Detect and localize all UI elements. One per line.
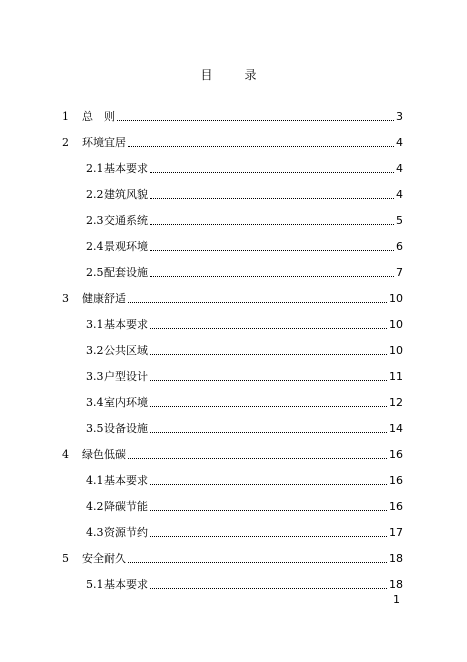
toc-entry[interactable] bbox=[62, 108, 403, 124]
toc-entry-page: 3 bbox=[396, 110, 403, 123]
toc-entry-page: 6 bbox=[396, 240, 403, 253]
toc-dot-leader bbox=[150, 510, 387, 511]
toc-entry-number: 5 bbox=[62, 552, 69, 565]
toc-entry-label: 景观环境 bbox=[104, 240, 148, 253]
toc-entry-label: 基本要求 bbox=[104, 474, 148, 487]
toc-dot-leader bbox=[128, 458, 387, 459]
toc-entry-number: 3.3 bbox=[86, 370, 104, 383]
toc-entry[interactable] bbox=[86, 394, 403, 410]
toc-title: 目 录 bbox=[200, 68, 267, 82]
toc-dot-leader bbox=[150, 198, 394, 199]
toc-entry-page: 16 bbox=[389, 474, 403, 487]
toc-dot-leader bbox=[128, 562, 387, 563]
toc-entry-page: 4 bbox=[396, 136, 403, 149]
toc-entry-page: 10 bbox=[389, 318, 403, 331]
toc-entry-page: 4 bbox=[396, 162, 403, 175]
toc-entry[interactable] bbox=[86, 368, 403, 384]
toc-entry[interactable] bbox=[86, 342, 403, 358]
toc-entry-number: 4.3 bbox=[86, 526, 104, 539]
toc-entry-number: 5.1 bbox=[86, 578, 104, 591]
toc-dot-leader bbox=[150, 172, 394, 173]
toc-entry-page: 5 bbox=[396, 214, 403, 227]
toc-entry[interactable] bbox=[62, 290, 403, 306]
toc-entry[interactable] bbox=[86, 420, 403, 436]
toc-entry[interactable] bbox=[86, 524, 403, 540]
toc-dot-leader bbox=[128, 146, 394, 147]
toc-entry-label: 室内环境 bbox=[104, 396, 148, 409]
toc-entry[interactable] bbox=[86, 238, 403, 254]
toc-entry-number: 3.1 bbox=[86, 318, 104, 331]
toc-entry[interactable] bbox=[86, 264, 403, 280]
toc-dot-leader bbox=[150, 250, 394, 251]
toc-entry-label: 设备设施 bbox=[104, 422, 148, 435]
toc-entry-page: 16 bbox=[389, 500, 403, 513]
toc-entry-number: 3.2 bbox=[86, 344, 104, 357]
toc-dot-leader bbox=[150, 536, 387, 537]
toc-entry-label: 环境宜居 bbox=[82, 136, 126, 149]
toc-entry-page: 10 bbox=[389, 344, 403, 357]
toc-entry-label: 基本要求 bbox=[104, 318, 148, 331]
toc-entry-number: 4.2 bbox=[86, 500, 104, 513]
toc-entry-page: 12 bbox=[389, 396, 403, 409]
toc-dot-leader bbox=[150, 328, 387, 329]
toc-entry-page: 11 bbox=[389, 370, 403, 383]
toc-entry-page: 14 bbox=[389, 422, 403, 435]
toc-entry-page: 16 bbox=[389, 448, 403, 461]
toc-entry-number: 3.4 bbox=[86, 396, 104, 409]
toc-entry-page: 4 bbox=[396, 188, 403, 201]
toc-entry-page: 18 bbox=[389, 552, 403, 565]
toc-entry-number: 2.5 bbox=[86, 266, 104, 279]
toc-entry-label: 交通系统 bbox=[104, 214, 148, 227]
toc-entry-label: 资源节约 bbox=[104, 526, 148, 539]
toc-entry[interactable] bbox=[86, 316, 403, 332]
toc-entry-label: 基本要求 bbox=[104, 578, 148, 591]
toc-entry-number: 2.3 bbox=[86, 214, 104, 227]
toc-entry-number: 2.2 bbox=[86, 188, 104, 201]
toc-entry-number: 1 bbox=[62, 110, 69, 123]
toc-dot-leader bbox=[150, 354, 387, 355]
toc-dot-leader bbox=[150, 406, 387, 407]
toc-dot-leader bbox=[150, 588, 387, 589]
toc-entry-label: 安全耐久 bbox=[82, 552, 126, 565]
toc-entry-number: 3 bbox=[62, 292, 69, 305]
toc-dot-leader bbox=[150, 432, 387, 433]
toc-entry[interactable] bbox=[62, 550, 403, 566]
toc-entry[interactable] bbox=[86, 498, 403, 514]
toc-entry-label: 配套设施 bbox=[104, 266, 148, 279]
toc-entry-label: 绿色低碳 bbox=[82, 448, 126, 461]
toc-entry-label: 降碳节能 bbox=[104, 500, 148, 513]
toc-entry-label: 总 则 bbox=[82, 110, 115, 123]
toc-entry-page: 17 bbox=[389, 526, 403, 539]
toc-entry[interactable] bbox=[62, 134, 403, 150]
toc-entry-page: 7 bbox=[396, 266, 403, 279]
toc-entry-number: 4.1 bbox=[86, 474, 104, 487]
toc-entry-label: 建筑风貌 bbox=[104, 188, 148, 201]
toc-entry-number: 2 bbox=[62, 136, 69, 149]
toc-entry-label: 户型设计 bbox=[104, 370, 148, 383]
toc-entry-number: 2.4 bbox=[86, 240, 104, 253]
toc-entry[interactable] bbox=[62, 446, 403, 462]
toc-dot-leader bbox=[128, 302, 387, 303]
toc-dot-leader bbox=[117, 120, 394, 121]
toc-entry-number: 3.5 bbox=[86, 422, 104, 435]
toc-entry-number: 4 bbox=[62, 448, 69, 461]
toc-entry-page: 10 bbox=[389, 292, 403, 305]
toc-entry[interactable] bbox=[86, 160, 403, 176]
toc-entry-number: 2.1 bbox=[86, 162, 104, 175]
toc-entry[interactable] bbox=[86, 186, 403, 202]
toc-entry-label: 健康舒适 bbox=[82, 292, 126, 305]
toc-entry-label: 公共区域 bbox=[104, 344, 148, 357]
toc-entry-label: 基本要求 bbox=[104, 162, 148, 175]
toc-dot-leader bbox=[150, 484, 387, 485]
toc-dot-leader bbox=[150, 276, 394, 277]
toc-dot-leader bbox=[150, 224, 394, 225]
toc-entry[interactable] bbox=[86, 212, 403, 228]
toc-dot-leader bbox=[150, 380, 387, 381]
toc-entry[interactable] bbox=[86, 576, 403, 592]
page-number: 1 bbox=[393, 593, 400, 606]
toc-entry[interactable] bbox=[86, 472, 403, 488]
toc-entry-page: 18 bbox=[389, 578, 403, 591]
